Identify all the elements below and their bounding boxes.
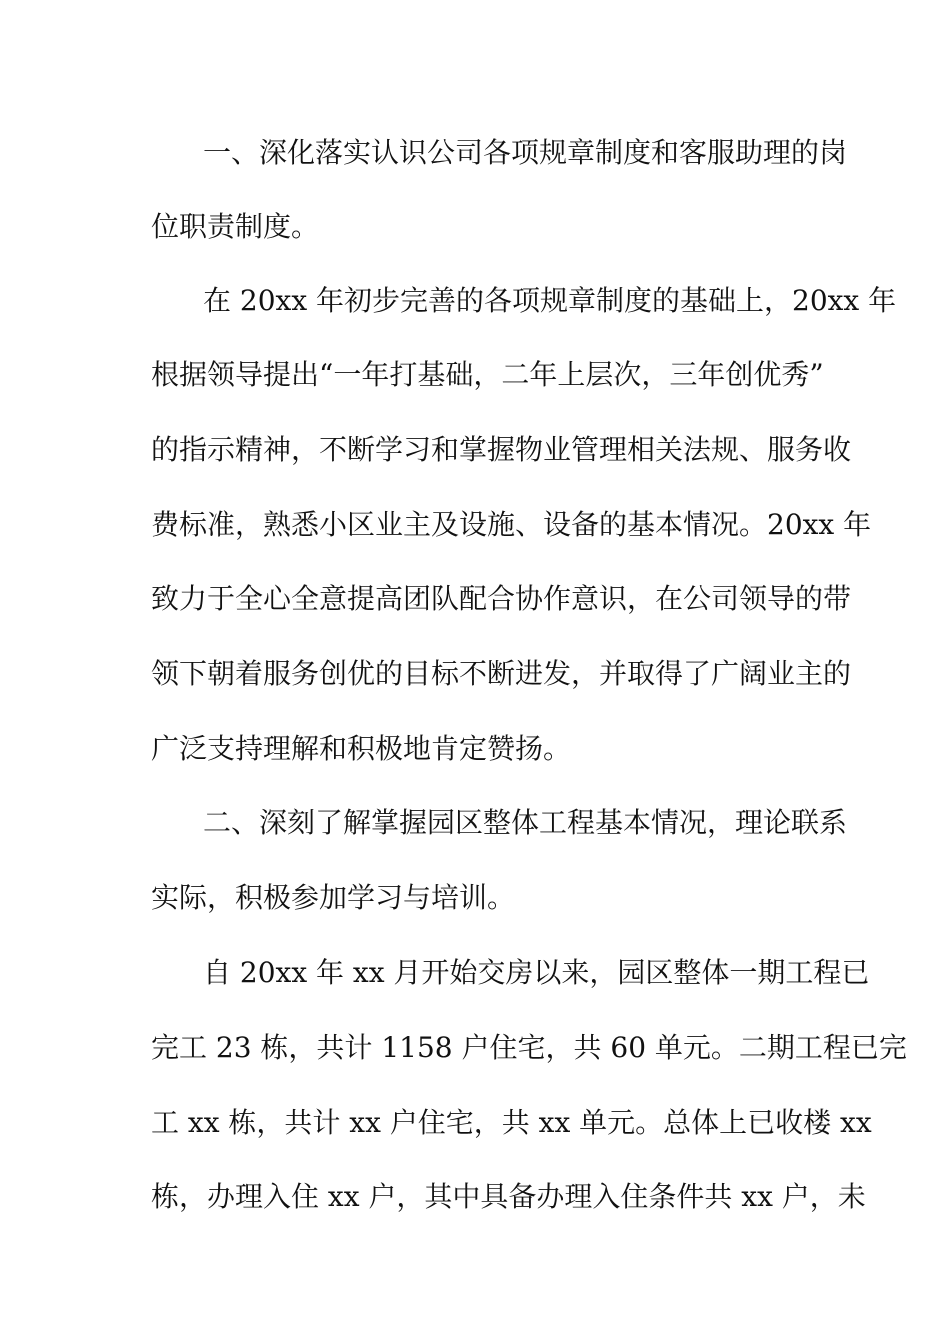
paragraph-line: 实际，积极参加学习与培训。 — [151, 881, 516, 914]
paragraph-line: 完工 23 栋，共计 1158 户住宅，共 60 单元。二期工程已完 — [151, 1031, 907, 1064]
paragraph-line: 二、深刻了解掌握园区整体工程基本情况，理论联系 — [203, 806, 848, 839]
paragraph-line: 致力于全心全意提高团队配合协作意识，在公司领导的带 — [151, 582, 852, 615]
paragraph-line: 领下朝着服务创优的目标不断进发，并取得了广阔业主的 — [151, 657, 852, 690]
paragraph-line: 工 xx 栋，共计 xx 户住宅，共 xx 单元。总体上已收楼 xx — [151, 1106, 872, 1139]
paragraph-line: 广泛支持理解和积极地肯定赞扬。 — [151, 732, 572, 765]
paragraph-line: 在 20xx 年初步完善的各项规章制度的基础上，20xx 年 — [203, 284, 897, 317]
paragraph-line: 自 20xx 年 xx 月开始交房以来，园区整体一期工程已 — [203, 956, 870, 989]
paragraph-line: 费标准，熟悉小区业主及设施、设备的基本情况。20xx 年 — [151, 508, 872, 541]
paragraph-line: 一、深化落实认识公司各项规章制度和客服助理的岗 — [203, 136, 848, 169]
paragraph-line: 根据领导提出“一年打基础，二年上层次，三年创优秀” — [151, 358, 824, 391]
paragraph-line: 栋，办理入住 xx 户，其中具备办理入住条件共 xx 户，未 — [151, 1180, 866, 1213]
paragraph-line: 的指示精神，不断学习和掌握物业管理相关法规、服务收 — [151, 433, 852, 466]
paragraph-line: 位职责制度。 — [151, 210, 320, 243]
